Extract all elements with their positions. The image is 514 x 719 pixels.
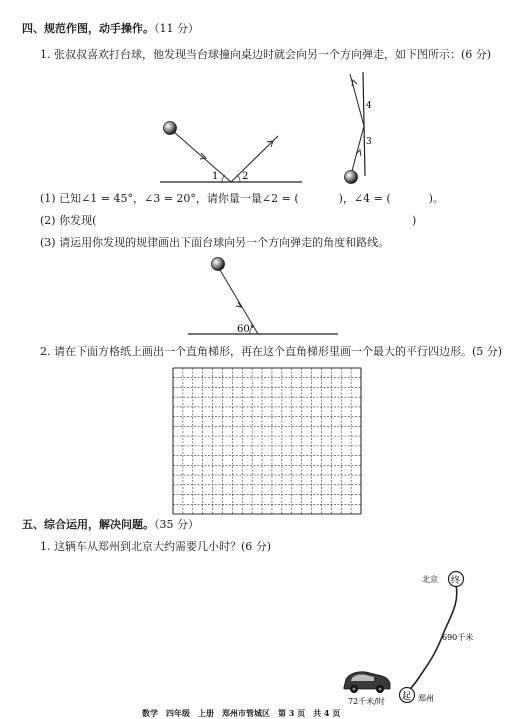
section4-score: （11 分）	[154, 22, 199, 35]
car-icon	[344, 672, 390, 693]
beijing-label: 北京	[422, 575, 438, 584]
q1-sub2	[40, 214, 96, 228]
angle-60-label: 60°	[237, 324, 255, 335]
q1-sub1	[40, 192, 444, 206]
route-map	[330, 565, 510, 715]
sub1-pre: (1) 已知∠1 = 45°，∠3 = 20°，请你量一量∠2 = (	[40, 192, 299, 205]
section5-heading	[22, 518, 199, 532]
q1-sub2-close: )	[412, 214, 417, 227]
q1-text: 1. 张叔叔喜欢打台球，他发现当台球撞向桌边时就会向另一个方向弹走，如下图所示：(6 分)	[40, 48, 492, 61]
section5-title: 五、综合运用，解决问题。	[22, 518, 154, 531]
zhengzhou-label: 郑州	[418, 694, 434, 703]
angle-4-label: 4	[366, 101, 372, 111]
section4-title: 四、规范作图，动手操作。	[22, 22, 154, 35]
billiard-diagram-left	[150, 112, 310, 192]
q1-sub3: (3) 请运用你发现的规律画出下面台球向另一个方向弹走的角度和路线。	[40, 236, 390, 249]
billiard-diagram-right	[335, 68, 385, 188]
sub1-post: )。	[428, 192, 444, 205]
grid-paper[interactable]	[172, 367, 362, 515]
ball-right	[345, 171, 358, 184]
angle-1-label: 1	[212, 171, 219, 182]
q2-text: 2. 请在下面方格纸上画出一个直角梯形，再在这个直角梯形里画一个最大的平行四边形。(5 分)	[40, 345, 503, 358]
incoming-path	[174, 132, 231, 182]
angle-2-label: 2	[242, 171, 249, 182]
section5-score: （35 分）	[154, 518, 199, 531]
incoming-path-right	[352, 126, 364, 171]
ball-practice	[212, 258, 225, 271]
speed-label: 72千米/时	[348, 697, 385, 706]
angle-3-label: 3	[366, 137, 372, 147]
s5-q1-text: 1. 这辆车从郑州到北京大约需要几小时？(6 分)	[40, 540, 272, 553]
end-char: 终	[451, 576, 461, 586]
outgoing-path	[231, 136, 278, 182]
distance-label: 690千米	[442, 633, 474, 642]
sub2-pre: (2) 你发现(	[40, 214, 97, 227]
sub1-mid: )，∠4 = (	[338, 192, 391, 205]
start-char: 起	[402, 692, 412, 702]
billiard-diagram-practice	[180, 252, 350, 342]
page-footer: 数学 四年级 上册 郑州市管城区 第 3 页 共 4 页	[142, 708, 341, 718]
section4-heading	[22, 22, 199, 36]
outgoing-path-right	[350, 74, 364, 126]
